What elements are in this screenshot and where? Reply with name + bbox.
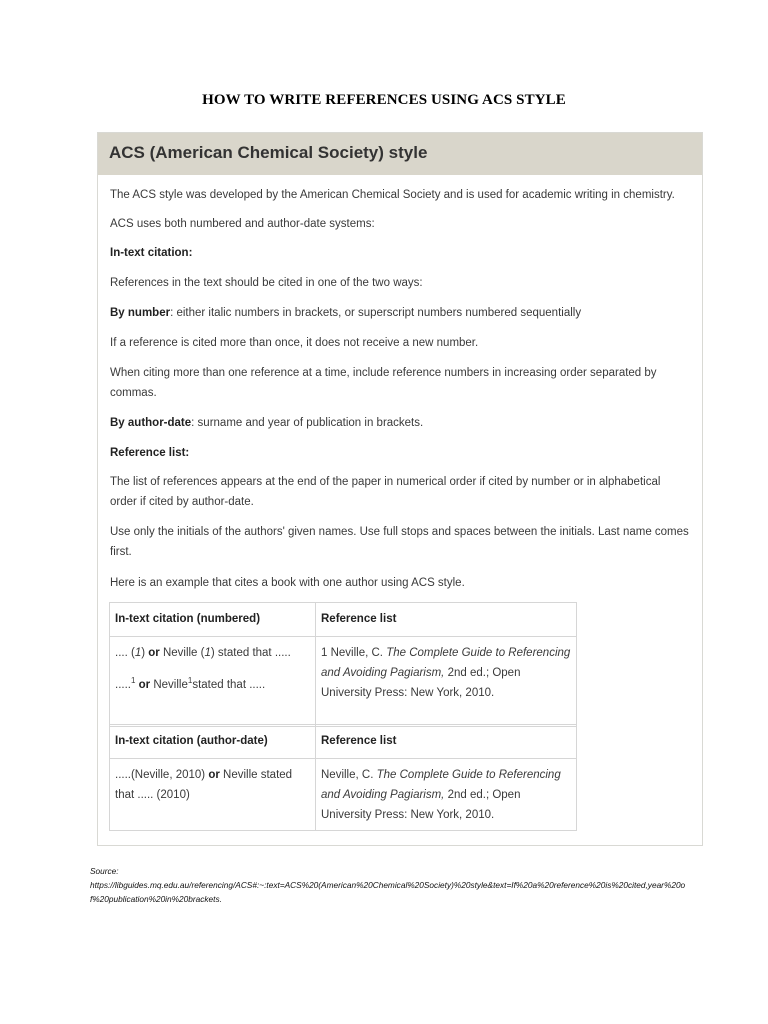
example-intro-paragraph: Here is an example that cites a book with one author using ACS style. [110,577,465,589]
numbered-citation-example: .... (1) or Neville (1) stated that ..... [115,647,291,659]
table-cell: Neville, C. The Complete Guide to Referencing and Avoiding Pagiarism, 2nd ed.; Open University Press: New York, 2010. [316,759,577,831]
systems-paragraph: ACS uses both numbered and author-date systems: [110,218,375,230]
cited-more-than-once-paragraph: If a reference is cited more than once, it does not receive a new number. [110,337,479,349]
by-number-label: By number [110,307,171,319]
multiple-references-paragraph: When citing more than one reference at a time, include reference numbers in increasing order separated by commas. [110,367,657,399]
acs-box-heading: ACS (American Chemical Society) style [98,133,702,175]
source-url[interactable]: https://libguides.mq.edu.au/referencing/ACS#:~:text=ACS%20(American%20Chemical%20Society)%20style&text=If%20a%20reference%20is%20cited,year%20of%20publication%20in%20brackets. [90,880,686,904]
table-cell [110,637,316,727]
by-author-date-label: By author-date [110,417,192,429]
by-number-text: : either italic numbers in brackets, or superscript numbers numbered sequentially [170,307,582,319]
reference-order-paragraph: The list of references appears at the end of the paper in numerical order if cited by number or in alphabetical order if cited by author-date. [110,476,661,508]
table-header-row [110,725,577,759]
table-cell: .....(Neville, 2010) or Neville stated that ..... (2010) [110,759,316,831]
page-title: HOW TO WRITE REFERENCES USING ACS STYLE [202,92,566,108]
table-row [110,637,577,727]
table-header-cell: Reference list [316,603,577,637]
acs-style-box [97,132,703,846]
table-header-cell: Reference list [316,725,577,759]
by-author-date-text: : surname and year of publication in brackets. [191,417,424,429]
intro-paragraph: The ACS style was developed by the American Chemical Society and is used for academic writing in chemistry. [110,189,675,201]
numbered-citation-table [109,602,577,727]
by-number-paragraph [110,303,690,323]
reference-list-heading: Reference list: [110,447,190,459]
table-header-cell: In-text citation (author-date) [110,725,316,759]
initials-paragraph: Use only the initials of the authors' given names. Use full stops and spaces between the initials. Last name comes first. [110,526,689,558]
table-cell: 1 Neville, C. The Complete Guide to Referencing and Avoiding Pagiarism, 2nd ed.; Open University Press: New York, 2010. [316,637,577,727]
reference-entry: Neville, C. [321,769,377,781]
table-row [110,759,577,831]
book-title: The Complete Guide to Referencing and Avoiding Pagiarism, [321,769,561,801]
author-date-citation-table [109,724,577,831]
two-ways-paragraph: References in the text should be cited in one of the two ways: [110,277,423,289]
source-note [90,864,690,906]
by-author-date-paragraph [110,413,690,433]
source-label: Source: [90,866,119,876]
superscript-citation-example: .....$^1$ or Neville$^1$stated that ..... [115,676,266,691]
reference-entry: 1 Neville, C. [321,647,387,659]
table-header-row [110,603,577,637]
intext-citation-heading: In-text citation: [110,247,193,259]
book-title: The Complete Guide to Referencing and Avoiding Pagiarism, [321,647,571,679]
table-header-cell: In-text citation (numbered) [110,603,316,637]
